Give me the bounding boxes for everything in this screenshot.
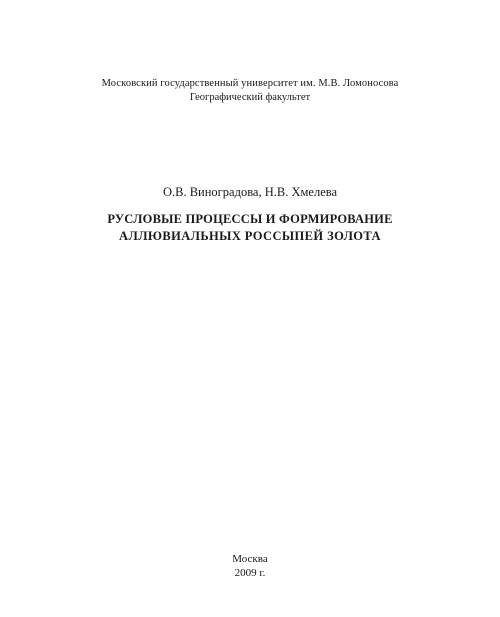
authors: О.В. Виноградова, Н.В. Хмелева — [162, 185, 338, 199]
publication-city: Москва — [232, 553, 268, 565]
publication-year: 2009 г. — [234, 567, 266, 579]
faculty-name: Географический факультет — [189, 92, 311, 103]
institution-name: Московский государственный университет им. М.В. Ломоносова — [101, 78, 399, 89]
book-title-line-2: АЛЛЮВИАЛЬНЫХ РОССЫПЕЙ ЗОЛОТА — [119, 229, 381, 243]
book-title-line-1: РУСЛОВЫЕ ПРОЦЕССЫ И ФОРМИРОВАНИЕ — [107, 212, 393, 226]
